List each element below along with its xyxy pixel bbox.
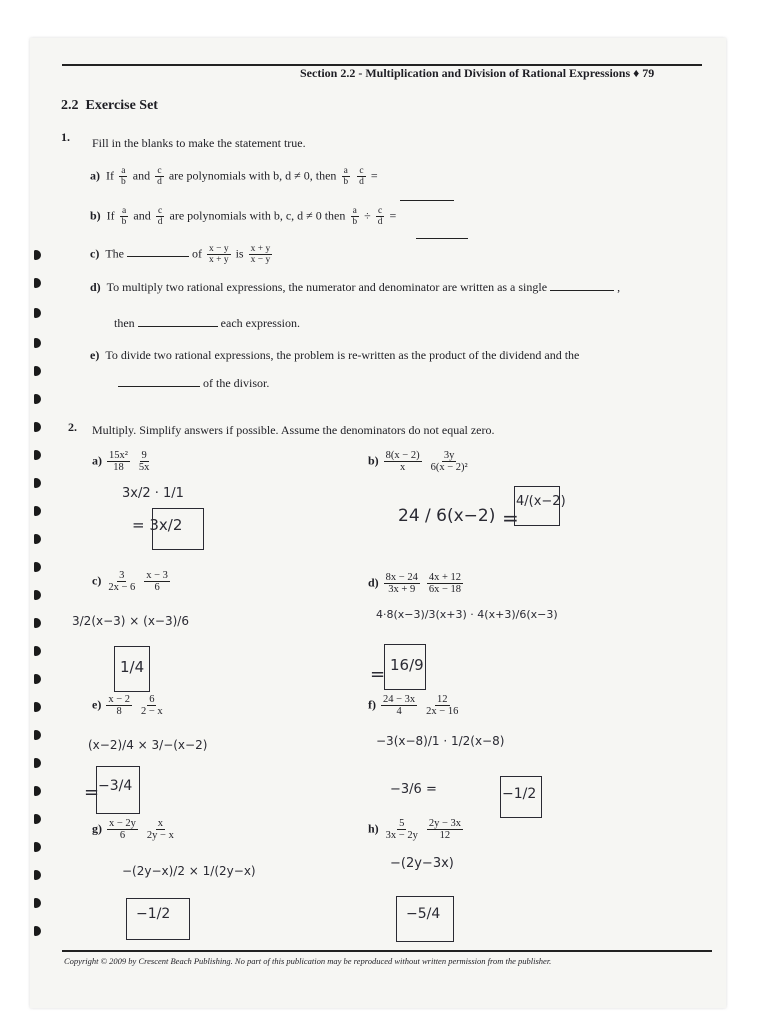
q2c-answer: 1/4 — [120, 658, 145, 676]
binder-hole — [34, 674, 41, 684]
binder-hole — [34, 506, 41, 516]
binder-hole — [34, 590, 41, 600]
q2h-work: −(2y−3x) — [390, 856, 454, 871]
footer-rule — [62, 950, 712, 952]
q1b: b) If $\frac{a}{b}$ and $\frac{c}{d}$ are polynomials with b, c, d ≠ 0 then $\frac{a}{b}$ ÷ $\frac{c}{d}$ = — [90, 206, 397, 227]
binder-hole — [34, 618, 41, 628]
binder-hole — [34, 842, 41, 852]
q2e-answer: −3/4 — [98, 778, 133, 794]
q1-instruction: Fill in the blanks to make the statement true. — [92, 136, 306, 150]
binder-hole — [34, 814, 41, 824]
q2g-work: −(2y−x)/2 × 1/(2y−x) — [122, 864, 256, 878]
q2b-answer: 4/(x−2) — [516, 494, 566, 509]
q2g-answer: −1/2 — [136, 906, 171, 922]
q2e-problem: e) $\frac{x - 2}{8}$ $\frac{6}{2 - x}$ — [92, 694, 163, 717]
q1b-blank — [416, 238, 468, 239]
q2h-answer: −5/4 — [406, 906, 441, 922]
binder-hole — [34, 898, 41, 908]
q1-number: 1. — [61, 130, 70, 144]
q2h-problem: h) $\frac{5}{3x - 2y}$ $\frac{2y - 3x}{12}$ — [368, 818, 462, 841]
binder-hole — [34, 786, 41, 796]
binder-hole — [34, 730, 41, 740]
section-header: Section 2.2 - Multiplication and Division of Rational Expressions ♦ 79 — [300, 66, 655, 80]
copyright-notice: Copyright © 2009 by Crescent Beach Publishing. No part of this publication may be reproduced without written permission from the publisher. — [64, 956, 552, 966]
q2g-problem: g) $\frac{x - 2y}{6}$ $\frac{x}{2y - x}$ — [92, 818, 174, 841]
binder-hole — [34, 308, 41, 318]
q1e-line2: of the divisor. — [118, 376, 269, 391]
q2f-problem: f) $\frac{24 - 3x}{4}$ $\frac{12}{2x - 16}$ — [368, 694, 459, 717]
q2f-work: −3(x−8)/1 · 1/2(x−8) — [376, 734, 505, 748]
binder-hole — [34, 702, 41, 712]
q2b-problem: b) $\frac{8(x - 2)}{x}$ $\frac{3y}{\text{6(x − 2)²}}$ — [368, 450, 468, 473]
q2a-answer: = 3x/2 — [132, 516, 183, 534]
header-rule — [62, 64, 702, 66]
binder-hole — [34, 646, 41, 656]
q1a: a) If $\frac{a}{b}$ and $\frac{c}{d}$ are polynomials with b, d ≠ 0, then $\frac{a}{b}$ $\frac{c}{d}$ = — [90, 166, 378, 187]
q2a-problem: a) $\frac{\text{15x²}}{18}$ $\frac{9}{5x}$ — [92, 450, 150, 473]
q2d-work: 4·8(x−3)/3(x+3) · 4(x+3)/6(x−3) — [376, 608, 558, 621]
q2a-work: 3x/2 · 1/1 — [122, 486, 184, 501]
worksheet-page — [30, 38, 726, 1008]
q2-number: 2. — [68, 420, 77, 434]
q2d-equals: = — [370, 664, 386, 685]
q2-instruction: Multiply. Simplify answers if possible. Assume the denominators do not equal zero. — [92, 423, 495, 437]
binder-hole — [34, 870, 41, 880]
q2e-work: (x−2)/4 × 3/−(x−2) — [88, 738, 208, 752]
binder-hole — [34, 394, 41, 404]
q1c: c) The of $\frac{x - y}{x + y}$ is $\frac{x + y}{x - y}$ — [90, 244, 271, 265]
binder-hole — [34, 450, 41, 460]
binder-hole — [34, 926, 41, 936]
q1d-line2: then each expression. — [114, 316, 300, 330]
q2d-answer: 16/9 — [390, 656, 424, 674]
q2b-equals: = — [502, 506, 519, 530]
q2c-problem: c) $\frac{3}{2x - 6}$ $\frac{x - 3}{6}$ — [92, 570, 168, 593]
exercise-set-title: 2.2 Exercise Set — [61, 98, 158, 113]
q1d-line1: d) To multiply two rational expressions, the numerator and denominator are written as a single , — [90, 280, 621, 294]
binder-hole — [34, 422, 41, 432]
q2b-work: 24 / 6(x−2) — [398, 506, 496, 526]
binder-hole — [34, 250, 41, 260]
q2e-equals: = — [84, 782, 100, 803]
binder-hole — [34, 366, 41, 376]
q2d-problem: d) $\frac{8x - 24}{3x + 9}$ $\frac{4x + 12}{6x - 18}$ — [368, 572, 462, 595]
binder-hole — [34, 534, 41, 544]
q2f-answer: −1/2 — [502, 786, 537, 802]
q2f-mid: −3/6 = — [390, 782, 437, 797]
q1e-line1: e) To divide two rational expressions, the problem is re-written as the product of the dividend and the — [90, 348, 580, 362]
binder-hole — [34, 478, 41, 488]
binder-hole — [34, 562, 41, 572]
binder-hole — [34, 758, 41, 768]
q1a-blank — [400, 200, 454, 201]
binder-hole — [34, 338, 41, 348]
q2c-work: 3/2(x−3) × (x−3)/6 — [72, 614, 189, 628]
binder-hole — [34, 278, 41, 288]
